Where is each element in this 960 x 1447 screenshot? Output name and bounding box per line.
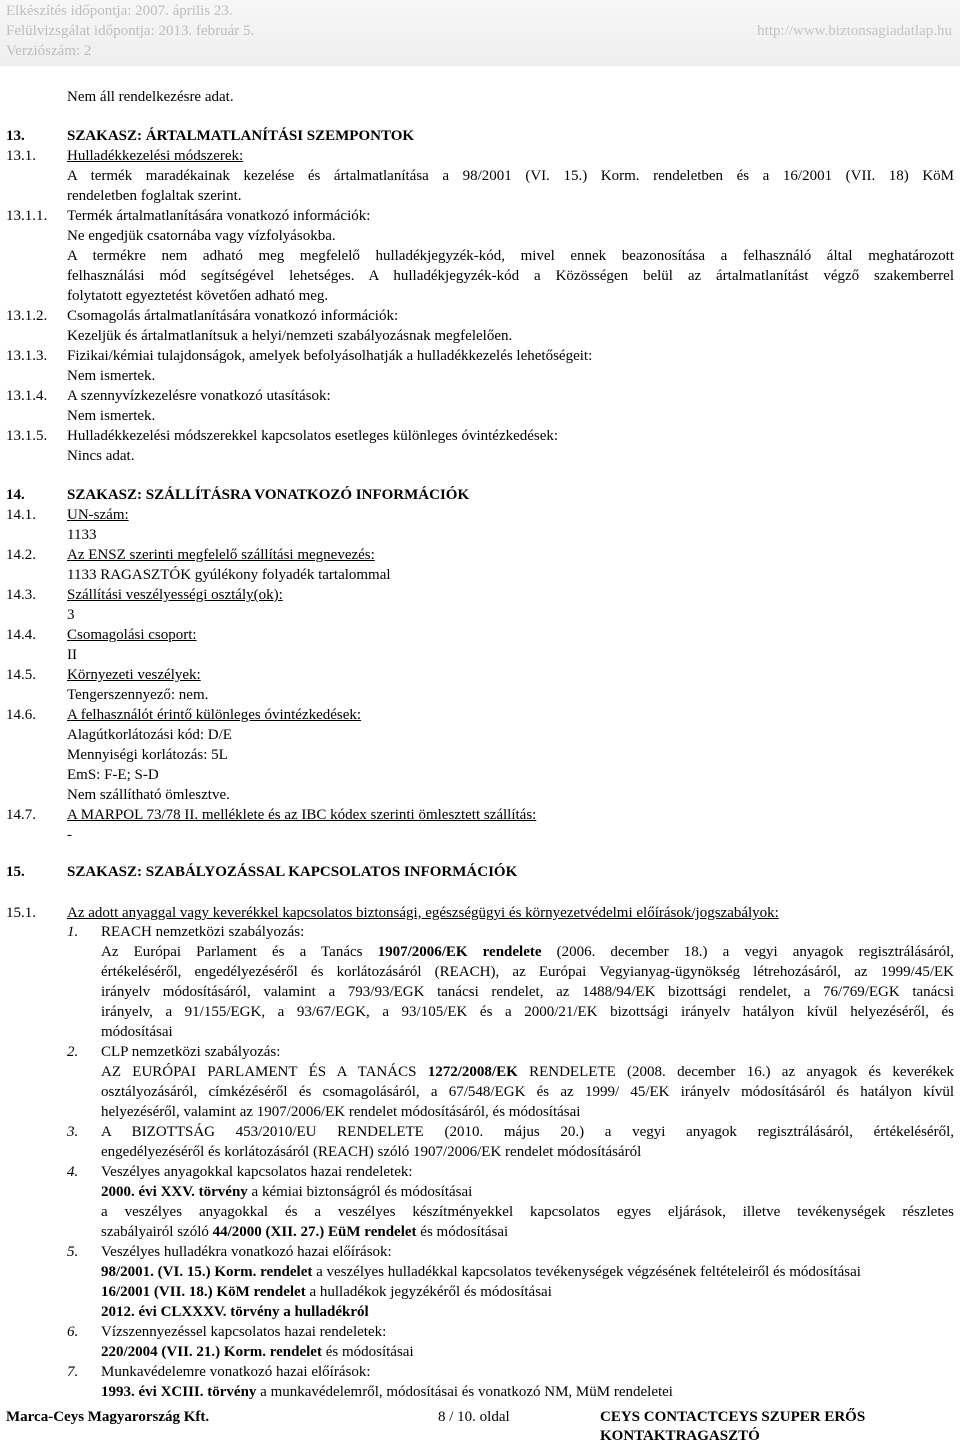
text-line: irányelv, a 91/155/EGK, a 93/67/EGK, a 93/105/EK és a 2000/21/EK bizottsági irányelv hatályon kívül helyezéséről, és: [101, 1004, 954, 1020]
text-line: 2012. évi CLXXXV. törvény a hulladékról: [101, 1304, 369, 1320]
text-line: Nem ismertek.: [67, 408, 156, 424]
text-line: 1993. évi XCIII. törvény a munkavédelemről, módosításai és vonatkozó NM, MüM rendeletei: [101, 1384, 673, 1400]
text-line: 220/2004 (VII. 21.) Korm. rendelet és módosításai: [101, 1344, 414, 1360]
section-15-heading: 15. SZAKASZ: SZABÁLYOZÁSSAL KAPCSOLATOS INFORMÁCIÓK: [6, 864, 518, 880]
subsection-14-7: 14.7. A MARPOL 73/78 II. melléklete és az IBC kódex szerinti ömlesztett szállítás:: [6, 807, 537, 823]
text-line: Mennyiségi korlátozás: 5L: [67, 747, 228, 763]
text-line: Kezeljük és ártalmatlanítsuk a helyi/nemzeti szabályozásnak megfelelően.: [67, 328, 513, 344]
section-14-heading: 14. SZAKASZ: SZÁLLÍTÁSRA VONATKOZÓ INFORMÁCIÓK: [6, 487, 470, 503]
list-item: 3. A BIZOTTSÁG 453/2010/EU RENDELETE (2010. május 20.) a vegyi anyagok regisztrálásáról, értékeléséről,: [67, 1124, 954, 1140]
product-name: CEYS CONTACTCEYS SZUPER ERŐS KONTAKTRAGASZTÓ: [600, 1409, 866, 1444]
subsection-13-1-1: 13.1.1. Termék ártalmatlanítására vonatkozó információk:: [6, 208, 371, 224]
subsection-14-1: 14.1. UN-szám:: [6, 507, 129, 523]
subsection-14-6: 14.6. A felhasználót érintő különleges óvintézkedések:: [6, 707, 362, 723]
text-line: 3: [67, 607, 75, 623]
text-line: -: [67, 827, 72, 843]
text-line: 98/2001. (VI. 15.) Korm. rendelet a veszélyes hulladékkal kapcsolatos tevékenységek végzésének feltételeiről és módosításai: [101, 1264, 861, 1280]
text-line: Tengerszennyező: nem.: [67, 687, 209, 703]
subsection-13-1-5: 13.1.5. Hulladékkezelési módszerekkel kapcsolatos esetleges különleges óvintézkedések:: [6, 428, 559, 444]
subsection-13-1: 13.1. Hulladékkezelési módszerek:: [6, 148, 244, 164]
text-line: A termékre nem adható meg megfelelő hulladékjegyzék-kód, mivel ennek beazonosítása a felhasználó által meghatározott: [67, 248, 954, 264]
text-line: a veszélyes anyagokkal és a veszélyes készítményekkel kapcsolatos egyes eljárások, illetve tevékenységek részletes: [101, 1204, 954, 1220]
company-name: Marca-Ceys Magyarország Kft.: [6, 1409, 210, 1425]
text-line: 1133: [67, 527, 97, 543]
text-line: módosításai: [101, 1024, 173, 1040]
text-line: EmS: F-E; S-D: [67, 767, 159, 783]
header-url-link[interactable]: http://www.biztonsagiadatlap.hu: [757, 23, 952, 39]
text-line: helyezéséről, valamint az 1907/2006/EK rendelet módosításáról, és módosításai: [101, 1104, 581, 1120]
text-line: II: [67, 647, 77, 663]
subsection-14-3: 14.3. Szállítási veszélyességi osztály(ok):: [6, 587, 283, 603]
text-line: felhasználási mód segítségével lehetséges. A hulladékjegyzék-kód a Közösségen belül az ártalmatlanítást végző szakemberrel: [67, 268, 954, 284]
text-line: AZ EURÓPAI PARLAMENT ÉS A TANÁCS 1272/2008/EK RENDELETE (2008. december 16.) az anyagok és keverékek: [101, 1064, 954, 1080]
text-line: folytatott egyeztetést követően adható meg.: [67, 288, 329, 304]
list-item: 1. REACH nemzetközi szabályozás:: [67, 924, 305, 940]
subsection-14-2: 14.2. Az ENSZ szerinti megfelelő szállítási megnevezés:: [6, 547, 375, 563]
text-line: osztályozásáról, címkézéséről és csomagolásáról, a 67/548/EGK és az 1999/ 45/EK irányelv módosításáról és hatályon kívül: [101, 1084, 954, 1100]
text-line: irányelv módosításáról, valamint a 793/93/EGK tanácsi rendelet, az 1488/94/EK bizottsági rendelet, a 76/769/EGK tanácsi: [101, 984, 954, 1000]
text-line: értékeléséről, engedélyezéséről és korlátozásáról (REACH), az Európai Vegyianyag-ügynökség létrehozásáról, az 1999/45/EK: [101, 964, 954, 980]
text-line: 1133 RAGASZTÓK gyúlékony folyadék tartalommal: [67, 567, 391, 583]
subsection-15-1: 15.1. Az adott anyaggal vagy keverékkel kapcsolatos biztonsági, egészségügyi és környezetvédelmi előírások/jogszabályok:: [6, 905, 779, 921]
text-line: Ne engedjük csatornába vagy vízfolyásokba.: [67, 228, 336, 244]
section-13-heading: 13. SZAKASZ: ÁRTALMATLANÍTÁSI SZEMPONTOK: [6, 128, 415, 144]
text-line: A termék maradékainak kezelése és ártalmatlanítása a 98/2001 (VI. 15.) Korm. rendeletben és a 16/2001 (VII. 18) KöM: [67, 168, 954, 184]
page-header: [0, 0, 960, 66]
text-line: Alagútkorlátozási kód: D/E: [67, 727, 232, 743]
list-item: 6. Vízszennyezéssel kapcsolatos hazai rendeletek:: [67, 1324, 387, 1340]
text-line: Nem szállítható ömlesztve.: [67, 787, 230, 803]
list-item: 7. Munkavédelemre vonatkozó hazai előírások:: [67, 1364, 371, 1380]
text-line: engedélyezéséről és korlátozásáról (REACH) szóló 1907/2006/EK rendelet módosításáról: [101, 1144, 642, 1160]
text-line: Nincs adat.: [67, 448, 135, 464]
text-line: Nem ismertek.: [67, 368, 156, 384]
subsection-13-1-2: 13.1.2. Csomagolás ártalmatlanítására vonatkozó információk:: [6, 308, 399, 324]
subsection-14-5: 14.5. Környezeti veszélyek:: [6, 667, 201, 683]
created-date: Elkészítés időpontja: 2007. április 23.: [6, 3, 233, 19]
list-item: 5. Veszélyes hulladékra vonatkozó hazai előírások:: [67, 1244, 392, 1260]
version-number: Verziószám: 2: [6, 43, 92, 59]
list-item: 2. CLP nemzetközi szabályozás:: [67, 1044, 281, 1060]
text-line: Az Európai Parlament és a Tanács 1907/2006/EK rendelete (2006. december 18.) a vegyi anyagok regisztrálásáról,: [101, 944, 955, 960]
subsection-14-4: 14.4. Csomagolási csoport:: [6, 627, 197, 643]
text-line: rendeletben foglaltak szerint.: [67, 188, 242, 204]
subsection-13-1-4: 13.1.4. A szennyvízkezelésre vonatkozó utasítások:: [6, 388, 331, 404]
subsection-13-1-3: 13.1.3. Fizikai/kémiai tulajdonságok, amelyek befolyásolhatják a hulladékkezelés lehetőségeit:: [6, 348, 593, 364]
text-line: 16/2001 (VII. 18.) KöM rendelet a hulladékok jegyzékéről és módosításai: [101, 1284, 552, 1300]
revision-date: Felülvizsgálat időpontja: 2013. február 5.: [6, 23, 255, 39]
text-line: 2000. évi XXV. törvény a kémiai biztonságról és módosításai: [101, 1184, 473, 1200]
list-item: 4. Veszélyes anyagokkal kapcsolatos hazai rendeletek:: [67, 1164, 413, 1180]
page-number: 8 / 10. oldal: [438, 1409, 510, 1425]
text-line: szabályairól szóló 44/2000 (XII. 27.) EüM rendelet és módosításai: [101, 1224, 509, 1240]
text-line: Nem áll rendelkezésre adat.: [67, 89, 234, 105]
